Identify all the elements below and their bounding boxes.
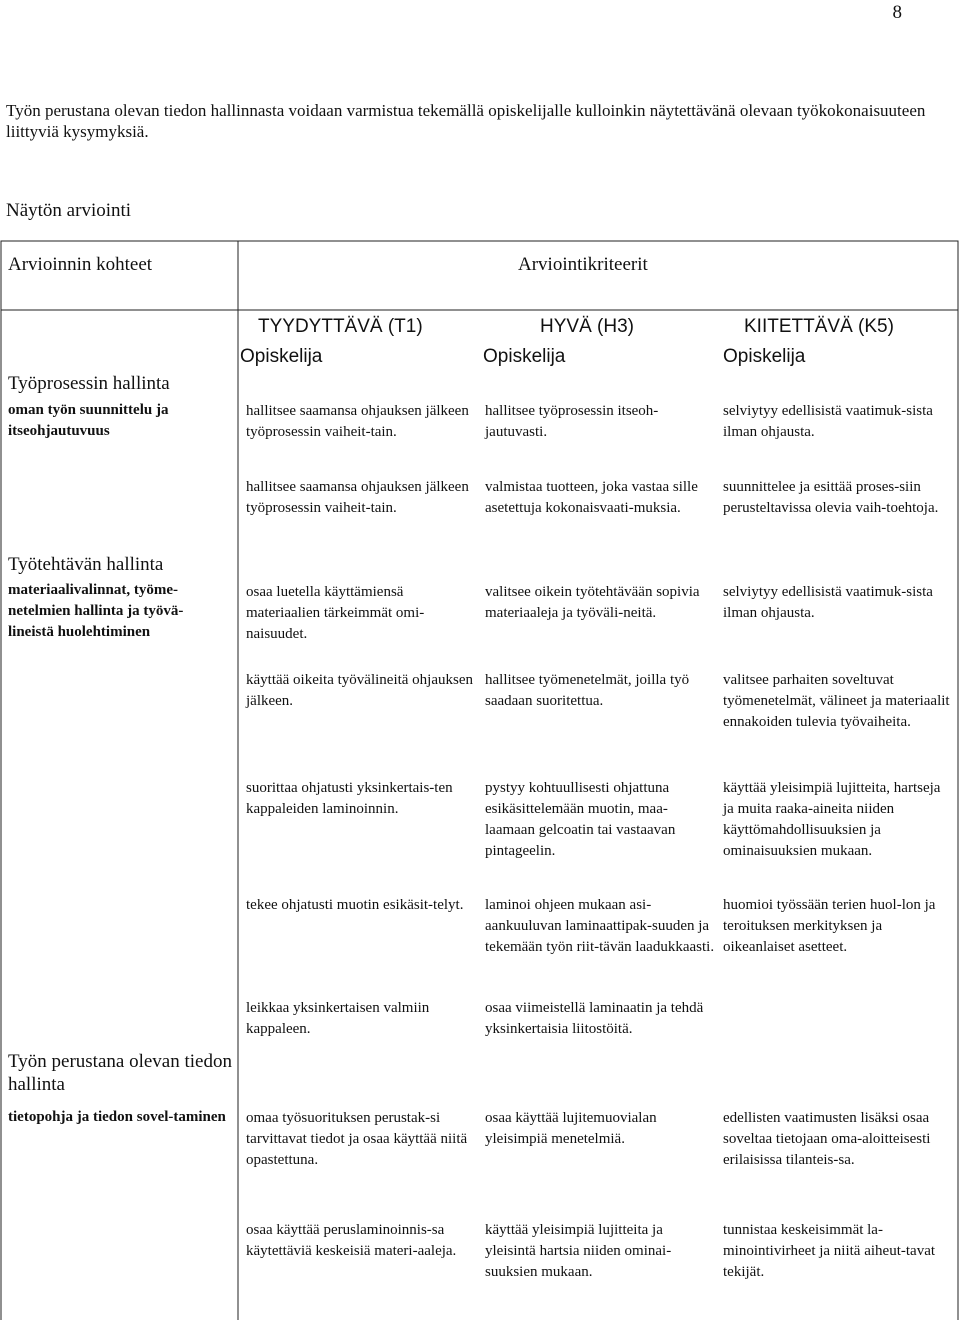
level-good: HYVÄ (H3)	[540, 316, 634, 337]
criterion-h3: pystyy kohtuullisesti ohjattuna esikäsittelemään muotin, maa-laamaan gelcoatin tai vastaavan pintageelin.	[485, 780, 676, 859]
criterion-t1: omaa työsuorituksen perustak-si tarvittavat tiedot ja osaa käyttää niitä opastettuna.	[246, 1110, 468, 1168]
criterion-h3: hallitsee työprosessin itseoh-jautuvasti.	[485, 403, 659, 440]
criterion-t1: osaa käyttää peruslaminoinnis-sa käytettäviä keskeisiä materi-aaleja.	[246, 1222, 457, 1259]
section-title-task: Työtehtävän hallinta	[8, 554, 164, 575]
section-title-process: Työprosessin hallinta	[8, 373, 170, 394]
criterion-k5: selviytyy edellisistä vaatimuk-sista ilman ohjausta.	[723, 584, 933, 621]
criterion-h3: valitsee oikein työtehtävään sopivia materiaaleja ja työväli-neitä.	[485, 584, 700, 621]
level-excellent: KIITETTÄVÄ (K5)	[744, 316, 894, 337]
section-subtitle-task: materiaalivalinnat, työme-netelmien hallinta ja työvä-lineistä huolehtiminen	[8, 582, 184, 640]
section-title-knowledge: Työn perustana olevan tiedon hallinta	[8, 1051, 232, 1095]
criterion-h3: hallitsee työmenetelmät, joilla työ saadaan suoritettua.	[485, 672, 690, 709]
criterion-k5: valitsee parhaiten soveltuvat työmenetelmät, välineet ja materiaalit ennakoiden tulevia työvaiheita.	[723, 672, 950, 730]
criterion-h3: osaa käyttää lujitemuovialan yleisimpiä menetelmiä.	[485, 1110, 657, 1147]
criterion-h3: käyttää yleisimpiä lujitteita ja yleisintä hartsia niiden ominai-suuksien mukaan.	[485, 1222, 672, 1280]
intro-paragraph: Työn perustana olevan tiedon hallinnasta voidaan varmistua tekemällä opiskelijalle kulloinkin näytettävänä olevaan työkokonaisuuteen liittyviä kysymyksiä.	[6, 101, 926, 141]
student-label-1: Opiskelija	[240, 346, 323, 367]
criterion-t1: käyttää oikeita työvälineitä ohjauksen jälkeen.	[246, 672, 474, 709]
criterion-h3: osaa viimeistellä laminaatin ja tehdä yksinkertaisia liitostöitä.	[485, 1000, 704, 1037]
level-satisfactory: TYYDYTTÄVÄ (T1)	[258, 316, 423, 337]
section-heading: Näytön arviointi	[6, 200, 132, 221]
criterion-t1: hallitsee saamansa ohjauksen jälkeen työprosessin vaiheit-tain.	[246, 479, 469, 516]
criterion-h3: laminoi ohjeen mukaan asi-aankuuluvan laminaattipak-suuden ja tekemään työn riit-tävän laadukkaasti.	[485, 897, 715, 955]
criterion-k5: tunnistaa keskeisimmät la-minointivirheet ja niitä aiheut-tavat tekijät.	[723, 1222, 936, 1280]
criterion-k5: edellisten vaatimusten lisäksi osaa soveltaa tietojaan oma-aloitteisesti erilaisissa tilanteis-sa.	[723, 1110, 931, 1168]
header-targets: Arvioinnin kohteet	[8, 254, 153, 275]
criterion-t1: osaa luetella käyttämiensä materiaalien tärkeimmät omi-naisuudet.	[246, 584, 425, 642]
criterion-t1: tekee ohjatusti muotin esikäsit-telyt.	[246, 897, 464, 913]
criterion-t1: suorittaa ohjatusti yksinkertais-ten kappaleiden laminoinnin.	[246, 780, 453, 817]
criterion-k5: huomioi työssään terien huol-lon ja teroituksen merkityksen ja oikeanlaiset asetteet.	[723, 897, 936, 955]
criterion-h3: valmistaa tuotteen, joka vastaa sille asetettuja kokonaisvaati-muksia.	[485, 479, 698, 516]
criterion-t1: leikkaa yksinkertaisen valmiin kappaleen.	[246, 1000, 430, 1037]
header-criteria: Arviointikriteerit	[518, 254, 648, 275]
page-number: 8	[892, 2, 902, 23]
criterion-k5: käyttää yleisimpiä lujitteita, hartseja ja muita raaka-aineita niiden käyttömahdollisuuksien ja ominaisuuksien mukaan.	[723, 780, 941, 859]
criterion-k5: suunnittelee ja esittää proses-siin perusteltavissa olevia vaih-toehtoja.	[723, 479, 939, 516]
criterion-t1: hallitsee saamansa ohjauksen jälkeen työprosessin vaiheit-tain.	[246, 403, 469, 440]
student-label-3: Opiskelija	[723, 346, 806, 367]
section-subtitle-knowledge: tietopohja ja tiedon sovel-taminen	[8, 1109, 226, 1125]
criterion-k5: selviytyy edellisistä vaatimuk-sista ilman ohjausta.	[723, 403, 933, 440]
student-label-2: Opiskelija	[483, 346, 566, 367]
section-subtitle-process: oman työn suunnittelu ja itseohjautuvuus	[8, 402, 169, 439]
